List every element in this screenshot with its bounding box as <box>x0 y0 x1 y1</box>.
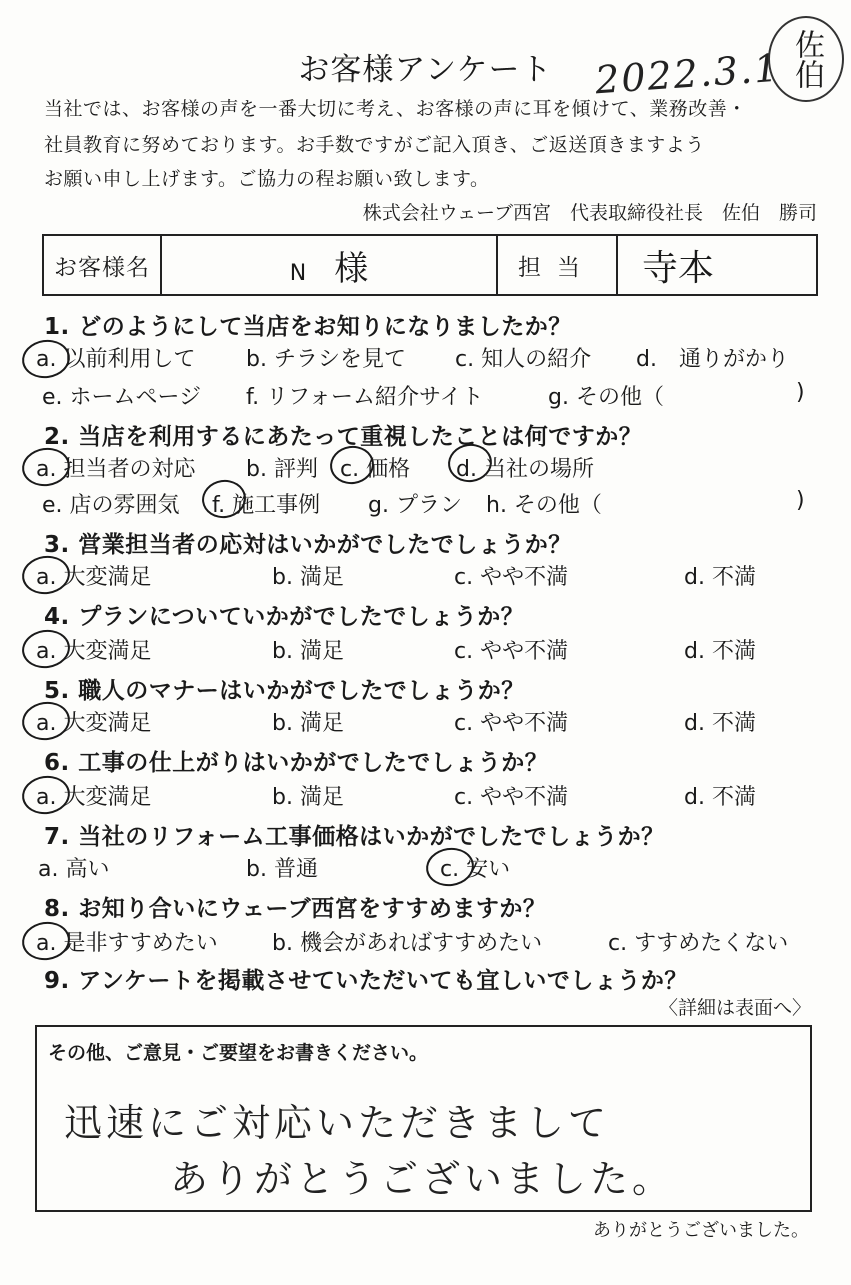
q2-option-g: g. プラン <box>368 493 462 518</box>
customer-honorific: 様 <box>334 248 369 289</box>
q8-option-c: c. すすめたくない <box>608 931 789 956</box>
intro-line-1: 当社では、お客様の声を一番大切に考え、お客様の声に耳を傾けて、業務改善・ <box>44 98 747 120</box>
intro-line-3: お願い申し上げます。ご協力の程お願い致します。 <box>44 168 490 190</box>
intro-line-2: 社員教育に努めております。お手数ですがご記入頂き、ご返送頂きますよう <box>44 134 705 156</box>
q2-option-h-close: ) <box>796 488 805 513</box>
q5-option-a: a. 大変満足 <box>36 711 152 736</box>
question-8: 8. お知り合いにウェーブ西宮をすすめますか？ <box>44 896 547 922</box>
question-7: 7. 当社のリフォーム工事価格はいかがでしたでしょうか？ <box>44 824 665 850</box>
comment-line-2: ありがとうございました。 <box>170 1157 675 1201</box>
seal-stamp: 佐伯 <box>768 16 844 102</box>
customer-info-table <box>42 234 818 296</box>
q2-option-c: c. 価格 <box>340 457 411 482</box>
question-9: 9. アンケートを掲載させていただいても宜しいでしょうか？ <box>44 968 688 994</box>
q3-option-b: b. 満足 <box>272 565 344 590</box>
q1-option-b: b. チラシを見て <box>246 347 406 372</box>
q3-option-c: c. やや不満 <box>454 565 569 590</box>
customer-name-field <box>161 235 497 295</box>
question-4: 4. プランについていかがでしたでしょうか？ <box>44 604 525 630</box>
question-2: 2. 当店を利用するにあたって重視したことは何ですか？ <box>44 424 643 450</box>
q4-option-d: d. 不満 <box>684 639 756 664</box>
q3-option-a: a. 大変満足 <box>36 565 152 590</box>
q3-option-d: d. 不満 <box>684 565 756 590</box>
q6-option-c: c. やや不満 <box>454 785 569 810</box>
q1-option-a: a. 以前利用して <box>36 347 196 372</box>
q6-option-b: b. 満足 <box>272 785 344 810</box>
question-6: 6. 工事の仕上がりはいかがでしたでしょうか？ <box>44 750 549 776</box>
q5-option-d: d. 不満 <box>684 711 756 736</box>
q1-option-d: d. 通りがかり <box>636 347 789 372</box>
q5-option-b: b. 満足 <box>272 711 344 736</box>
q8-option-b: b. 機会があればすすめたい <box>272 931 543 956</box>
q4-option-a: a. 大変満足 <box>36 639 152 664</box>
q7-option-c: c. 安い <box>440 857 511 882</box>
comment-label: その他、ご意見・ご要望をお書きください。 <box>48 1042 429 1064</box>
q1-option-g-close: ) <box>796 380 805 405</box>
q7-option-a: a. 高い <box>38 857 110 882</box>
q2-option-a: a. 担当者の対応 <box>36 457 196 482</box>
customer-name-label: お客様名 <box>43 235 161 295</box>
q1-option-e: e. ホームページ <box>42 385 202 410</box>
question-1: 1. どのようにして当店をお知りになりましたか？ <box>44 314 572 340</box>
q1-option-f: f. リフォーム紹介サイト <box>246 385 484 410</box>
survey-title: お客様アンケート <box>298 52 553 88</box>
q2-option-f: f. 施工事例 <box>212 493 321 518</box>
q2-option-d: d. 当社の場所 <box>456 457 594 482</box>
q6-option-a: a. 大変満足 <box>36 785 152 810</box>
staff-label: 担当 <box>497 235 617 295</box>
customer-initial: N <box>289 260 307 286</box>
thanks-footer: ありがとうございました。 <box>593 1220 809 1241</box>
q6-option-d: d. 不満 <box>684 785 756 810</box>
q1-option-c: c. 知人の紹介 <box>455 347 592 372</box>
q7-option-b: b. 普通 <box>246 857 318 882</box>
q2-option-b: b. 評判 <box>246 457 318 482</box>
q2-option-h: h. その他（ <box>486 493 602 518</box>
q5-option-c: c. やや不満 <box>454 711 569 736</box>
question-5: 5. 職人のマナーはいかがでしたでしょうか？ <box>44 678 525 704</box>
comment-line-1: 迅速にご対応いただきまして <box>64 1101 611 1145</box>
q4-option-c: c. やや不満 <box>454 639 569 664</box>
detail-note: 〈詳細は表面へ〉 <box>658 997 811 1019</box>
q8-option-a: a. 是非すすめたい <box>36 931 218 956</box>
staff-name: 寺本 <box>617 235 817 295</box>
question-3: 3. 営業担当者の応対はいかがでしたでしょうか？ <box>44 532 572 558</box>
q2-option-e: e. 店の雰囲気 <box>42 493 180 518</box>
company-signature: 株式会社ウェーブ西宮 代表取締役社長 佐伯 勝司 <box>362 202 817 224</box>
q4-option-b: b. 満足 <box>272 639 344 664</box>
handwritten-date: 2022.3.1 <box>593 45 782 103</box>
q1-option-g: g. その他（ <box>548 385 664 410</box>
